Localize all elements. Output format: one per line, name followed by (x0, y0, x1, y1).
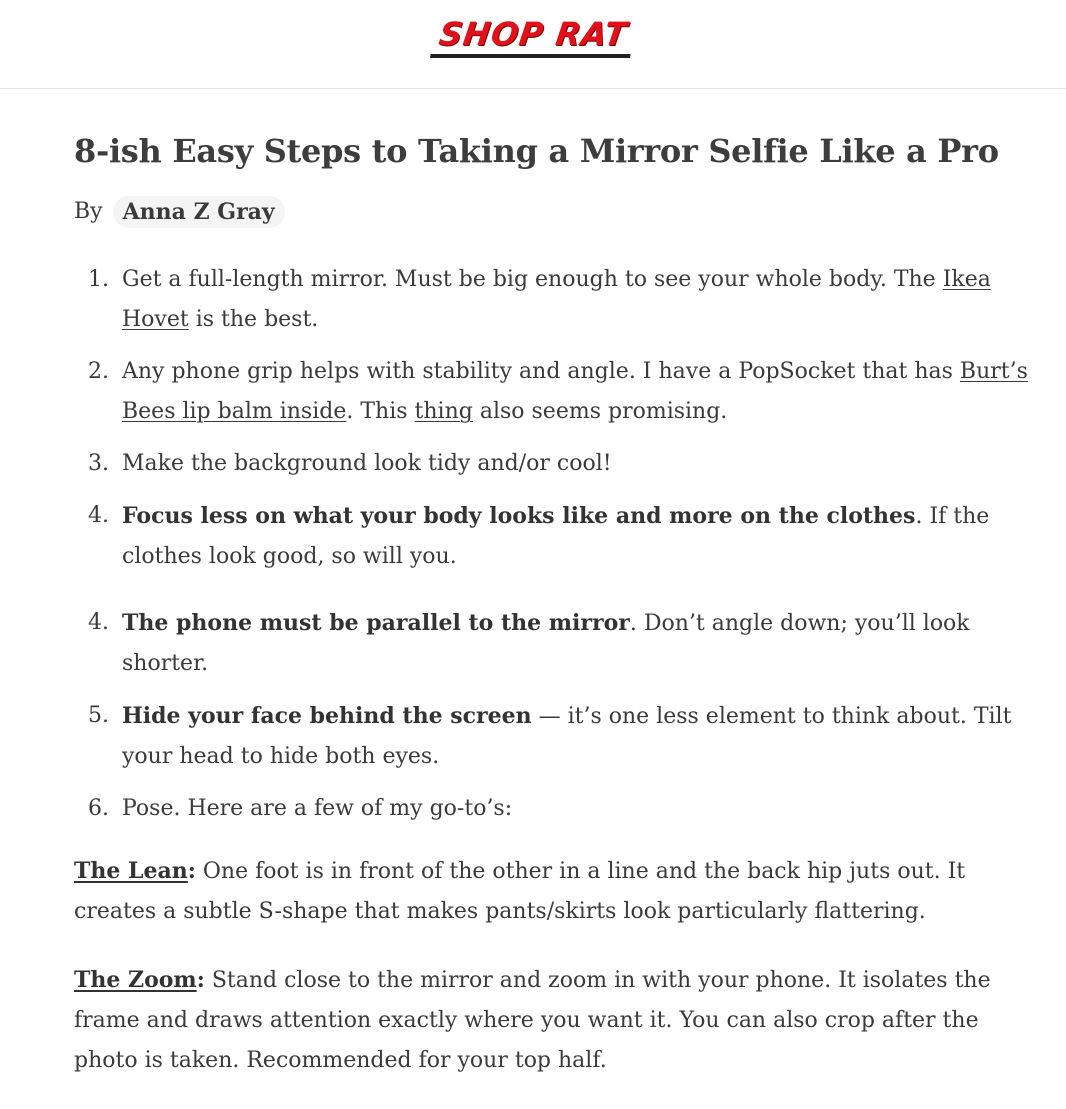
list-number: 1. (88, 267, 109, 292)
step-text: . This (346, 399, 415, 424)
step-text: . Don’t angle down; you’ll look shorter. (122, 611, 970, 676)
list-item (74, 603, 1044, 684)
site-logo[interactable] (0, 16, 1066, 58)
step-emphasis: Focus less on what your body looks like and more on the clothes (122, 503, 916, 529)
step-text: Any phone grip helps with stability and angle. I have a PopSocket that has (122, 359, 960, 384)
step-emphasis: Hide your face behind the screen (122, 703, 532, 729)
step-text: Make the background look tidy and/or cool! (122, 451, 612, 476)
steps-list (74, 260, 1044, 829)
ikea-hovet-link[interactable]: Ikea Hovet (122, 267, 991, 332)
step-text: is the best. (188, 307, 319, 332)
logo-text[interactable]: SHOP RAT (430, 16, 636, 58)
list-number: 6. (88, 796, 109, 821)
list-item (74, 789, 1044, 829)
pose-zoom-paragraph (74, 960, 1044, 1081)
step-text: also seems promising. (472, 399, 728, 424)
pose-text: One foot is in front of the other in a line and the back hip juts out. It creates a subtle S-shape that makes pants/skirts look particularly flattering. (74, 859, 966, 924)
step-emphasis: The phone must be parallel to the mirror (122, 610, 630, 636)
pose-label: The Zoom (74, 967, 197, 993)
list-item (74, 352, 1044, 432)
pose-colon: : (187, 858, 196, 884)
step-text: . If the clothes look good, so will you. (122, 504, 990, 569)
list-number: 5. (88, 703, 109, 728)
list-item (74, 696, 1044, 777)
pose-lean-paragraph (74, 851, 1044, 932)
list-number: 2. (88, 359, 109, 384)
list-item (74, 260, 1044, 340)
article-title: 8-ish Easy Steps to Taking a Mirror Selfie Like a Pro (74, 132, 999, 170)
article (74, 128, 1044, 1109)
step-text: Pose. Here are a few of my go-to’s: (122, 796, 513, 821)
pose-label: The Lean (74, 858, 188, 884)
list-item (74, 444, 1044, 484)
step-text: — it’s one less element to think about. Tilt your head to hide both eyes. (122, 704, 1012, 769)
list-number: 3. (88, 451, 109, 476)
pose-colon: : (196, 967, 205, 993)
author-link[interactable]: Anna Z Gray (113, 196, 285, 228)
list-item (74, 496, 1044, 577)
byline-prefix: By (74, 199, 103, 224)
step-text: Get a full-length mirror. Must be big enough to see your whole body. The (122, 267, 943, 292)
list-number: 4. (88, 503, 109, 528)
lip-balm-link[interactable]: Burt’s Bees lip balm inside (122, 359, 1028, 424)
pose-text: Stand close to the mirror and zoom in with your phone. It isolates the frame and draws attention exactly where you want it. You can also crop after the photo is taken. Recommended for your top half. (74, 968, 991, 1073)
list-number: 4. (88, 610, 109, 635)
thing-link[interactable]: thing (414, 399, 473, 424)
byline (74, 196, 1044, 228)
site-header (0, 0, 1066, 89)
